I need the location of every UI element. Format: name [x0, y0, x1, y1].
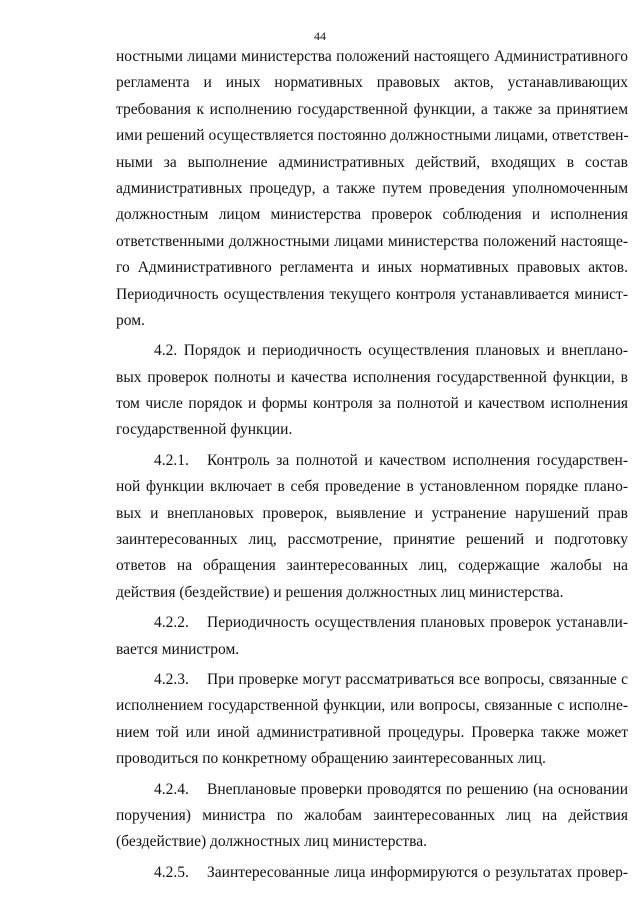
text-line — [116, 229, 628, 255]
paragraph-p3 — [116, 610, 628, 663]
text-line — [116, 70, 628, 96]
text-line — [116, 829, 628, 855]
line-text: го Административного регламента и иных нормативных правовых актов. — [116, 259, 628, 277]
line-text: поручения) министра по жалобам заинтересованных лиц на действия — [116, 806, 628, 824]
text-line — [116, 667, 628, 693]
text-line — [116, 123, 628, 149]
clause-number: 4.2.2. — [154, 614, 189, 632]
document-body — [116, 44, 628, 886]
line-text: Внеплановые проверки проводятся по решению (на основании — [207, 780, 628, 798]
line-text: вых и внеплановых проверок, выявление и устранение нарушений прав — [116, 504, 628, 522]
text-line — [116, 777, 628, 803]
text-line — [116, 720, 628, 746]
text-line — [116, 553, 628, 579]
paragraph-p4 — [116, 667, 628, 773]
line-text: исполнением государственной функции, или вопросы, связанные с исполне- — [116, 697, 628, 715]
text-line — [116, 308, 628, 334]
line-text: Контроль за полнотой и качеством исполнения государствен- — [207, 451, 628, 469]
line-text: ими решений осуществляется постоянно должностными лицами, ответствен- — [116, 127, 629, 145]
line-text: ответственными должностными лицами министерства положений настояще- — [116, 232, 628, 250]
text-line — [116, 637, 628, 663]
text-line — [116, 474, 628, 500]
text-line — [116, 176, 628, 202]
text-line — [116, 501, 628, 527]
line-text: государственной функции. — [116, 421, 293, 439]
line-text: нием той или иной административной процедуры. Проверка также может — [116, 723, 628, 741]
line-text: Заинтересованные лица информируются о результатах провер- — [207, 863, 628, 881]
text-line — [116, 527, 628, 553]
text-line — [116, 202, 628, 228]
clause-number: 4.2.1. — [154, 451, 189, 469]
paragraph-p6 — [116, 860, 628, 886]
line-text: При проверке могут рассматриваться все вопросы, связанные с — [207, 670, 628, 688]
text-line — [116, 44, 628, 70]
text-line — [116, 580, 628, 606]
line-text: ными за выполнение административных действий, входящих в состав — [116, 153, 628, 171]
text-line — [116, 282, 628, 308]
line-text: ной функции включает в себя проведение в установленном порядке плано- — [116, 478, 628, 496]
text-line — [116, 391, 628, 417]
line-text: вается министром. — [116, 640, 240, 658]
line-text: ром. — [116, 311, 145, 329]
line-text: регламента и иных нормативных правовых актов, устанавливающих — [116, 74, 628, 92]
text-line — [116, 417, 628, 443]
text-line — [116, 150, 628, 176]
line-text: административных процедур, а также путем проведения уполномоченным — [116, 179, 628, 197]
line-text: заинтересованных лиц, рассмотрение, принятие решений и подготовку — [116, 531, 628, 549]
page-number: 44 — [314, 29, 326, 43]
paragraph-p5 — [116, 777, 628, 856]
line-text: действия (бездействие) и решения должностных лиц министерства. — [116, 583, 564, 601]
text-line — [116, 255, 628, 281]
line-text: проводиться по конкретному обращению заинтересованных лиц. — [116, 750, 546, 768]
text-line — [116, 860, 628, 886]
text-line — [116, 448, 628, 474]
text-line — [116, 803, 628, 829]
clause-number: 4.2.5. — [154, 863, 189, 881]
text-line — [116, 365, 628, 391]
text-line — [116, 338, 628, 364]
line-text: ответов на обращения заинтересованных лиц, содержащие жалобы на — [116, 557, 628, 575]
line-text: Периодичность осуществления текущего контроля устанавливается минист- — [116, 285, 628, 303]
paragraph-p1 — [116, 338, 628, 444]
clause-number: 4.2.4. — [154, 780, 189, 798]
line-text: ностными лицами министерства положений настоящего Административного — [116, 48, 628, 65]
line-text: Периодичность осуществления плановых проверок устанавли- — [207, 614, 628, 632]
text-line — [116, 97, 628, 123]
clause-number: 4.2.3. — [154, 670, 189, 688]
paragraph-p2 — [116, 448, 628, 606]
paragraph-p0 — [116, 44, 628, 334]
text-line — [116, 746, 628, 772]
line-text: том числе порядок и формы контроля за полнотой и качеством исполнения — [116, 395, 628, 413]
line-text: 4.2. Порядок и периодичность осуществления плановых и внеплано- — [154, 342, 628, 360]
line-text: вых проверок полноты и качества исполнения государственной функции, в — [116, 368, 628, 386]
line-text: требования к исполнению государственной функции, а также за принятием — [116, 100, 628, 118]
text-line — [116, 693, 628, 719]
text-line — [116, 610, 628, 636]
line-text: должностным лицом министерства проверок соблюдения и исполнения — [116, 206, 628, 224]
line-text: (бездействие) должностных лиц министерства. — [116, 833, 427, 851]
